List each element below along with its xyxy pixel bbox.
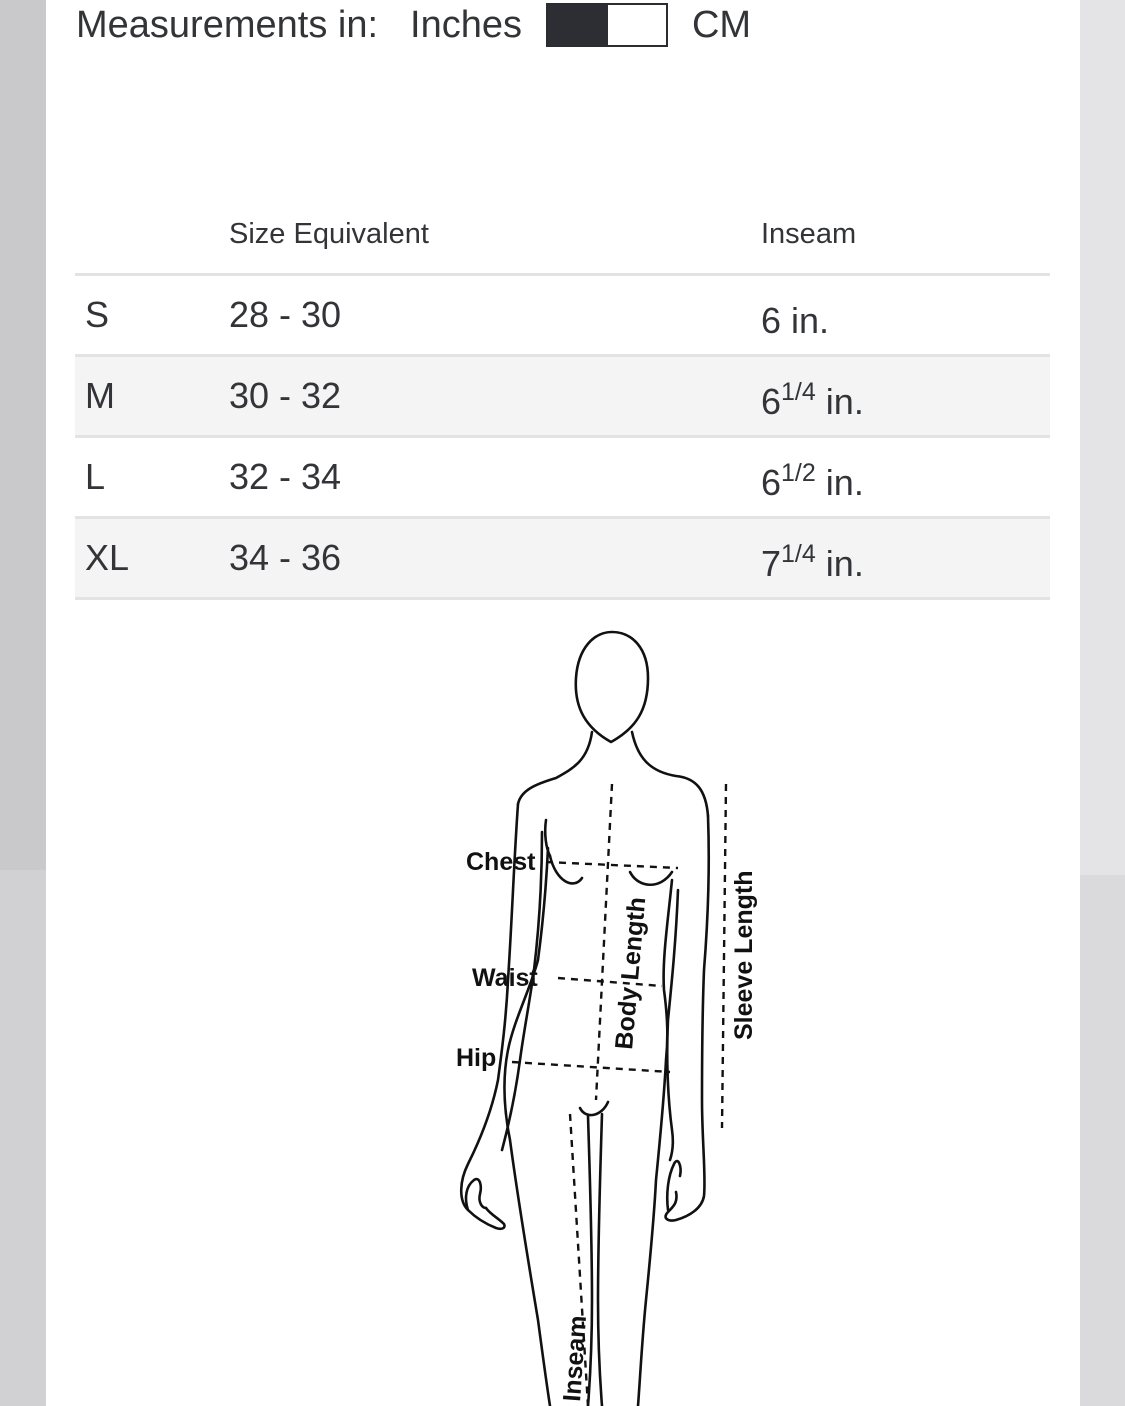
left-hand [466,1179,486,1210]
unit-label: Measurements in: [76,3,379,46]
equivalent-cell: 34 - 36 [229,518,761,599]
waist-line [558,978,662,986]
right-neck-shoulder [632,732,708,816]
unit-toggle[interactable] [546,3,668,47]
inseam-whole: 6 [761,462,782,503]
table-row [75,437,1050,518]
waist-label: Waist [472,964,538,992]
inseam-fraction: 1/4 [781,378,816,406]
sleeve-length-label: Sleeve Length [730,870,758,1040]
table-row [75,518,1050,599]
unit-toggle-inactive-segment [608,5,666,45]
mannequin-figure [406,620,786,1406]
right-arm-inner [667,890,678,1160]
equivalent-cell: 28 - 30 [229,275,761,356]
inseam-fraction: 1/2 [781,459,816,487]
equivalent-cell: 30 - 32 [229,356,761,437]
header-inseam: Inseam [761,195,1050,275]
chest-label: Chest [466,848,536,876]
table-header-row [75,195,1050,275]
inseam-whole: 6 [761,300,782,341]
right-inner-leg [598,1114,602,1406]
inseam-fraction: 1/4 [781,540,816,568]
hip-label: Hip [456,1044,497,1072]
left-collar [545,820,550,856]
sleeve-length-line [722,784,726,1128]
inseam-unit: in. [815,381,864,422]
table-row [75,356,1050,437]
inseam-whole: 6 [761,381,782,422]
unit-switcher [76,0,751,50]
inseam-cell [761,437,1050,518]
inseam-unit: in. [815,462,864,503]
right-hand [667,1161,680,1210]
size-guide-panel [46,0,1080,1406]
size-cell: S [75,275,229,356]
table-row [75,275,1050,356]
inseam-cell [761,275,1050,356]
header-size [75,195,229,275]
left-breast [550,856,582,883]
header-size-equivalent: Size Equivalent [229,195,761,275]
size-cell: L [75,437,229,518]
unit-option-cm[interactable]: CM [691,3,752,46]
hip-line [512,1062,670,1072]
left-neck-shoulder [518,732,592,804]
backdrop-left-lower [0,870,46,1406]
unit-toggle-active-segment [548,5,608,45]
inseam-cell [761,518,1050,599]
body-length-label: Body Length [610,895,652,1051]
chest-line [546,862,678,868]
equivalent-cell: 32 - 34 [229,437,761,518]
backdrop-left [0,0,46,870]
body-measurement-diagram [406,620,786,1406]
unit-option-inches[interactable]: Inches [410,3,522,46]
size-cell: M [75,356,229,437]
right-breast [630,872,672,885]
size-chart-table [75,195,1050,600]
right-arm-outer [666,816,709,1221]
inseam-label: Inseam [558,1314,592,1403]
inseam-unit: in. [781,300,830,341]
inseam-unit: in. [815,543,864,584]
crotch [580,1102,608,1115]
inseam-whole: 7 [761,543,782,584]
backdrop-right-lower [1080,875,1125,1406]
body-length-line [596,784,612,1100]
size-cell: XL [75,518,229,599]
head-outline [576,632,648,742]
inseam-cell [761,356,1050,437]
